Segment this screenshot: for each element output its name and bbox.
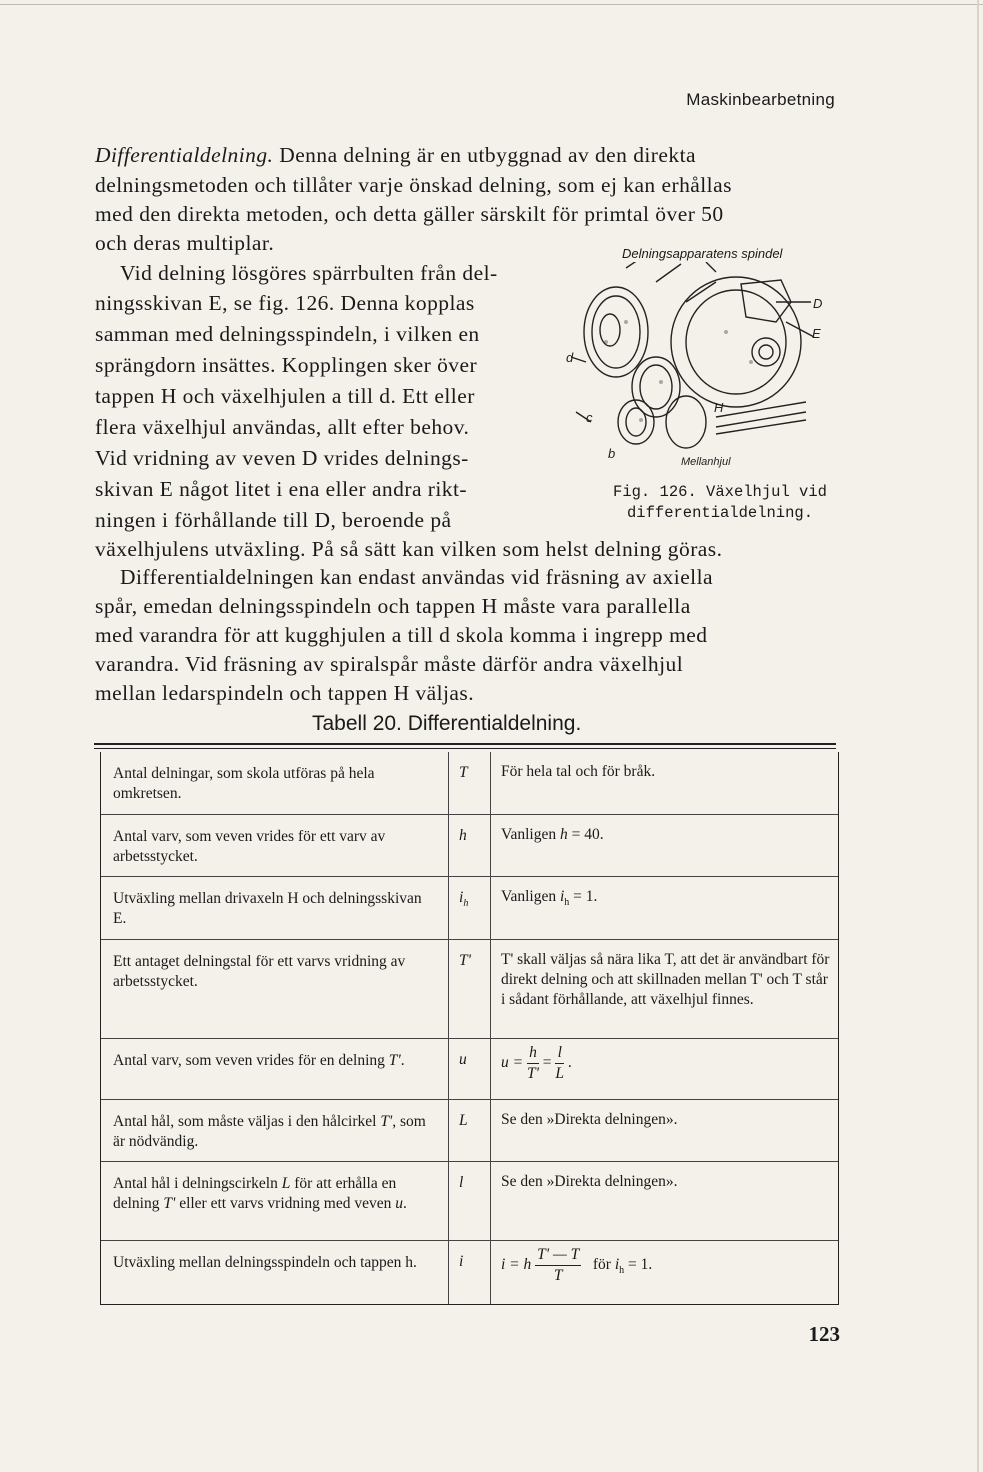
paragraph-line: samman med delningsspindeln, i vilken en bbox=[95, 322, 480, 346]
page-edge bbox=[977, 0, 979, 1472]
table-row: Antal hål i delningscirkeln L för att erhålla en delning T' eller ett varvs vridning med veven u. l Se den »Direkta delningen». bbox=[101, 1162, 838, 1241]
paragraph-line: växelhjulens utväxling. På så sätt kan vilken som helst delning göras. bbox=[95, 537, 723, 561]
running-header: Maskinbearbetning bbox=[686, 90, 835, 109]
table-row: Antal hål, som måste väljas i den hålcirkel T', som är nödvändig. L Se den »Direkta delningen». bbox=[101, 1100, 838, 1162]
label-mellanhjul: Mellanhjul bbox=[681, 456, 731, 468]
figure-caption: Fig. 126. Växelhjul vid differentialdelning. bbox=[613, 483, 827, 522]
label-H: H bbox=[714, 400, 724, 415]
table-row: Utväxling mellan drivaxeln H och delningsskivan E. $i_h$ Vanligen $i_h = 1$. bbox=[101, 877, 838, 940]
paragraph-line: Vid delning lösgöres spärrbulten från del- bbox=[120, 261, 498, 285]
gear-d bbox=[584, 287, 648, 377]
paragraph-line: Differentialdelningen kan endast användas vid fräsning av axiella bbox=[120, 565, 714, 589]
table-row: Antal delningar, som skola utföras på hela omkretsen. T För hela tal och för bråk. bbox=[101, 752, 838, 815]
gear-a bbox=[666, 396, 706, 448]
index-plate bbox=[671, 277, 801, 407]
gear-illustration bbox=[566, 262, 846, 472]
paragraph-line: varandra. Vid fräsning av spiralspår måste därför andra växelhjul bbox=[95, 652, 684, 676]
paragraph-line: med den direkta metoden, och detta gäller särskilt för primtal över 50 bbox=[95, 202, 724, 226]
paragraph-line: delningsmetoden och tillåter varje önskad delning, som ej kan erhållas bbox=[95, 173, 732, 197]
paragraph-line: med varandra för att kugghjulen a till d skola komma i ingrepp med bbox=[95, 623, 708, 647]
paragraph-line: ningsskivan E, se fig. 126. Denna kopplas bbox=[95, 291, 475, 315]
formula-u: u = $\frac{h}{T'}$ = $\frac{l}{L}$ . bbox=[501, 1044, 572, 1082]
paragraph-line: tappen H och växelhjulen a till d. Ett eller bbox=[95, 384, 475, 408]
figure-label-spindle: Delningsapparatens spindel bbox=[622, 246, 783, 261]
table-top-rule bbox=[94, 743, 836, 745]
paragraph-line: flera växelhjul användas, allt efter behov. bbox=[95, 415, 470, 439]
label-b: b bbox=[608, 446, 616, 461]
paragraph-line: skivan E något litet i ena eller andra rikt- bbox=[95, 477, 468, 501]
top-rule bbox=[0, 4, 983, 5]
table-title: Tabell 20. Differentialdelning. bbox=[312, 712, 582, 735]
formula-i: i = h $\frac{T' — T}{T}$ för $i_h = 1$. bbox=[501, 1246, 653, 1284]
term-differentialdelning: Differentialdelning. bbox=[95, 143, 274, 167]
table-row: Antal varv, som veven vrides för ett varv av arbetsstycket. h Vanligen h = 40. bbox=[101, 815, 838, 877]
table-row: Antal varv, som veven vrides för en delning T'. u u = $\frac{h}{T'}$ = $\frac{l}{L}$ . bbox=[101, 1039, 838, 1100]
label-d: d bbox=[566, 350, 574, 365]
page-number: 123 bbox=[808, 1322, 840, 1346]
paragraph-line: Vid vridning av veven D vrides delnings- bbox=[95, 446, 469, 470]
paragraph-line: mellan ledarspindeln och tappen H väljas. bbox=[95, 681, 475, 705]
label-E: E bbox=[812, 326, 821, 341]
table-top-rule-2 bbox=[94, 748, 836, 749]
label-D: D bbox=[813, 296, 823, 311]
paragraph-line: Differentialdelning. Denna delning är en utbyggnad av den direkta bbox=[95, 143, 697, 167]
table-row: Utväxling mellan delningsspindeln och tappen h. i i = h $\frac{T' — T}{T}$ för $i_h = 1$. bbox=[101, 1241, 838, 1304]
gear-b bbox=[618, 400, 654, 444]
label-c: c bbox=[586, 410, 593, 425]
paragraph-line: och deras multiplar. bbox=[95, 231, 275, 255]
differential-table bbox=[100, 752, 839, 1305]
paragraph-line: ningen i förhållande till D, beroende på bbox=[95, 508, 452, 532]
paragraph-line: sprängdorn insättes. Kopplingen sker över bbox=[95, 353, 478, 377]
table-row: Ett antaget delningstal för ett varvs vridning av arbetsstycket. T' T' skall väljas så nära lika T, att det är användbart för direkt delning och att skillnaden mellan T' och T står i sådant förhållande, att växelhjul finnes. bbox=[101, 940, 838, 1039]
paragraph-line: spår, emedan delningsspindeln och tappen H måste vara parallella bbox=[95, 594, 691, 618]
